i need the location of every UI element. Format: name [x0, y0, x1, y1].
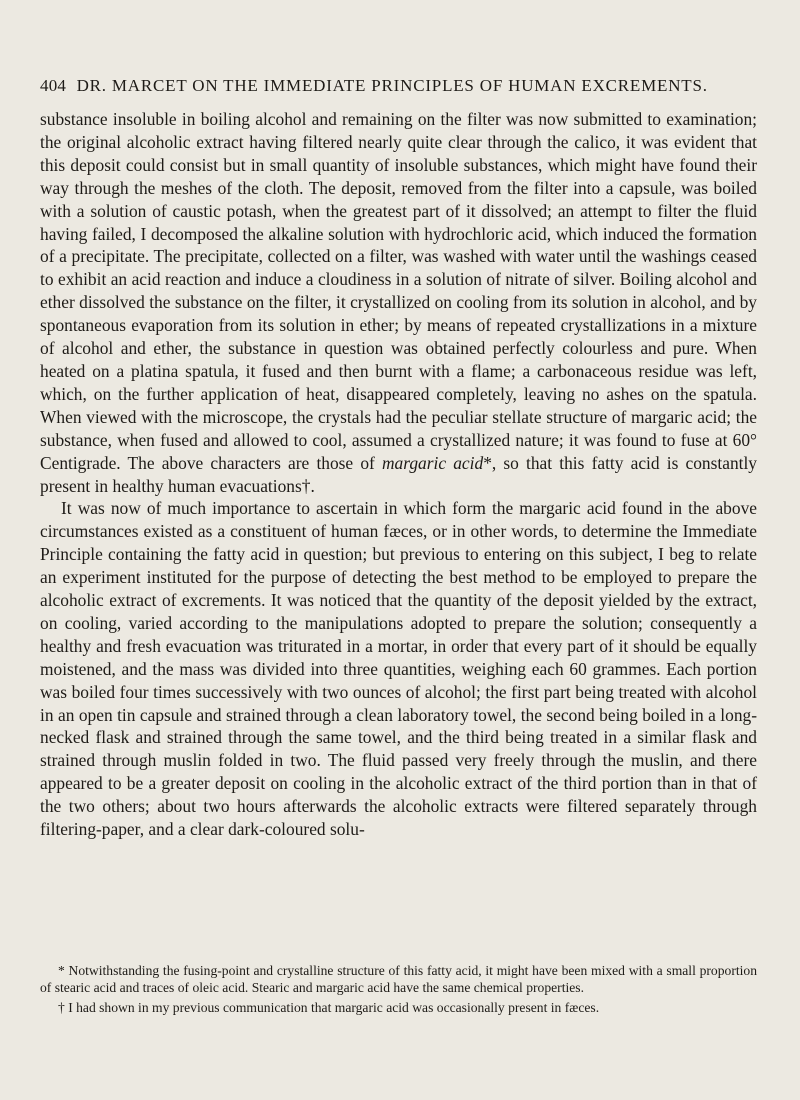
running-header: [40, 76, 708, 96]
paragraph-1-text-b: *, so that this fatty acid is constantly present in healthy human evacuations†.: [40, 452, 757, 496]
page-number: 404: [40, 76, 67, 95]
running-title: DR. MARCET ON THE IMMEDIATE PRINCIPLES OF HUMAN EXCREMENTS.: [76, 76, 708, 95]
main-text: [40, 108, 757, 841]
footnote-dagger: † I had shown in my previous communication that margaric acid was occasionally present in fæces.: [58, 1000, 600, 1015]
paragraph-2: It was now of much importance to ascertain in which form the margaric acid found in the above circumstances existed as a constituent of human fæces, or in other words, to determine the Immediate Principle containing the fatty acid in question; but previous to entering on this subject, I beg to relate an experiment instituted for the purpose of detecting the best method to be employed to prepare the alcoholic extract of excrements. It was noticed that the quantity of the deposit yielded by the extract, on cooling, varied according to the manipulations adopted to prepare the solution; consequently a healthy and fresh evacuation was triturated in a mortar, in order that every part of it should be equally moistened, and the mass was divided into three quantities, weighing each 60 grammes. Each portion was boiled four times successively with two ounces of alcohol; the first part being treated with alcohol in an open tin capsule and strained through a clean laboratory towel, the second being boiled in a long-necked flask and strained through the same towel, and the third being treated in a similar flask and strained through muslin folded in two. The fluid passed very freely through the muslin, and there appeared to be a greater deposit on cooling in the alcoholic extract of the third portion than in that of the two others; about two hours afterwards the alcoholic extracts were filtered separately through filtering-paper, and a clear dark-coloured solu-: [40, 498, 757, 840]
italic-term-margaric-acid: margaric acid: [381, 452, 484, 473]
footnotes: [40, 962, 757, 1019]
paragraph-continuation: [40, 108, 757, 497]
footnote-asterisk: * Notwithstanding the fusing-point and crystalline structure of this fatty acid, it might have been mixed with a small proportion of stearic acid and traces of oleic acid. Stearic and margaric acid have the same chemical properties.: [40, 963, 757, 995]
paragraph-1-text-a: substance insoluble in boiling alcohol and remaining on the filter was now submitted to examination; the original alcoholic extract having filtered nearly quite clear through the calico, it was evident that this deposit could consist but in small quantity of insoluble substances, which might have found their way through the meshes of the cloth. The deposit, removed from the filter into a capsule, was boiled with a solution of caustic potash, when the greatest part of it dissolved; an attempt to filter the fluid having failed, I decomposed the alkaline solution with hydrochloric acid, which induced the formation of a precipitate. The precipitate, collected on a filter, was washed with water until the washings ceased to exhibit an acid reaction and induce a cloudiness in a solution of nitrate of silver. Boiling alcohol and ether dissolved the substance on the filter, it crystallized on cooling from its solution in alcohol, and by spontaneous evaporation from its solution in ether; by means of repeated crystallizations in a mixture of alcohol and ether, the substance in question was obtained perfectly colourless and pure. When heated on a platina spatula, it fused and then burnt with a flame; a carbonaceous residue was left, which, on the further application of heat, disappeared completely, leaving no ashes on the spatula. When viewed with the microscope, the crystals had the peculiar stellate structure of margaric acid; the substance, when fused and allowed to cool, assumed a crystallized nature; it was found to fuse at 60° Centigrade. The above characters are those of: [40, 109, 757, 473]
